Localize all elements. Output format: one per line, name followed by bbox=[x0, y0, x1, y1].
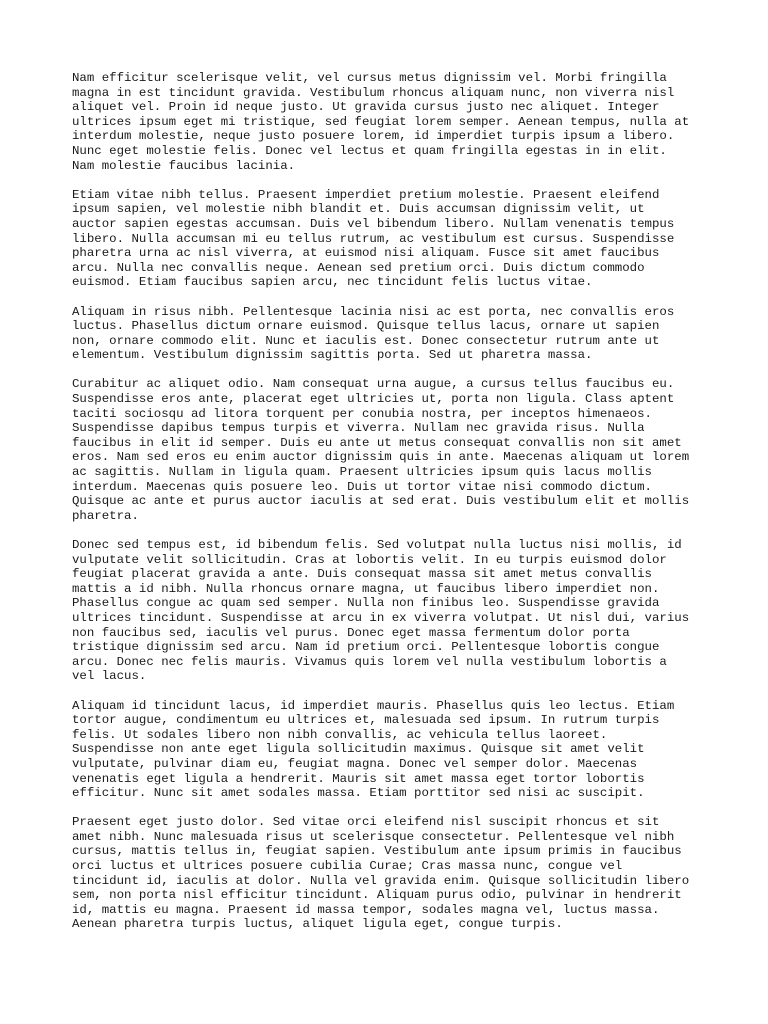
paragraph-1: Nam efficitur scelerisque velit, vel cursus metus dignissim vel. Morbi fringilla magna in est tincidunt gravida. Vestibulum rhoncus aliquam nunc, non viverra nisl aliquet vel. Proin id neque justo. Ut gravida cursus justo nec aliquet. Integer ultrices ipsum eget mi tristique, sed feugiat lorem semper. Aenean tempus, nulla at interdum molestie, neque justo posuere lorem, id imperdiet turpis ipsum a libero. Nunc eget molestie felis. Donec vel lectus et quam fringilla egestas in in elit. Nam molestie faucibus lacinia. bbox=[72, 71, 690, 173]
paragraph-6: Aliquam id tincidunt lacus, id imperdiet mauris. Phasellus quis leo lectus. Etiam tortor augue, condimentum eu ultrices et, malesuada sed ipsum. In rutrum turpis felis. Ut sodales libero non nibh convallis, ac vehicula tellus laoreet. Suspendisse non ante eget ligula sollicitudin maximus. Quisque sit amet velit vulputate, pulvinar diam eu, feugiat magna. Donec vel semper dolor. Maecenas venenatis eget ligula a hendrerit. Mauris sit amet massa eget tortor lobortis efficitur. Nunc sit amet sodales massa. Etiam porttitor sed nisi ac suscipit. bbox=[72, 698, 675, 801]
document-page bbox=[72, 71, 700, 947]
paragraph-2: Etiam vitae nibh tellus. Praesent imperdiet pretium molestie. Praesent eleifend ipsum sapien, vel molestie nibh blandit et. Duis accumsan dignissim velit, ut auctor sapien egestas accumsan. Duis vel bibendum libero. Nullam venenatis tempus libero. Nulla accumsan mi eu tellus rutrum, ac vestibulum est cursus. Suspendisse pharetra urna ac nisl viverra, at euismod nisi aliquam. Fusce sit amet faucibus arcu. Nulla nec convallis neque. Aenean sed pretium orci. Duis dictum commodo euismod. Etiam faucibus sapien arcu, nec tincidunt felis luctus vitae. bbox=[72, 187, 675, 290]
paragraph-4: Curabitur ac aliquet odio. Nam consequat urna augue, a cursus tellus faucibus eu. Suspendisse eros ante, placerat eget ultricies ut, porta non ligula. Class aptent taciti sociosqu ad litora torquent per conubia nostra, per inceptos himenaeos. Suspendisse dapibus tempus turpis et viverra. Nullam nec gravida risus. Nulla faucibus in elit id semper. Duis eu ante ut metus consequat convallis non sit amet eros. Nam sed eros eu enim auctor dignissim quis in ante. Maecenas aliquam ut lorem ac sagittis. Nullam in ligula quam. Praesent ultricies ipsum quis lacus mollis interdum. Maecenas quis posuere leo. Duis ut tortor vitae nisi commodo dictum. Quisque ac ante et purus auctor iaculis at sed erat. Duis vestibulum elit et mollis pharetra. bbox=[72, 377, 690, 523]
paragraph-3: Aliquam in risus nibh. Pellentesque lacinia nisi ac est porta, nec convallis eros luctus. Phasellus dictum ornare euismod. Quisque tellus lacus, ornare ut sapien non, ornare commodo elit. Nunc et iaculis est. Donec consectetur rutrum ante ut elementum. Vestibulum dignissim sagittis porta. Sed ut pharetra massa. bbox=[72, 304, 675, 363]
paragraph-7: Praesent eget justo dolor. Sed vitae orci eleifend nisl suscipit rhoncus et sit amet nibh. Nunc malesuada risus ut scelerisque consectetur. Pellentesque vel nibh cursus, mattis tellus in, feugiat sapien. Vestibulum ante ipsum primis in faucibus orci luctus et ultrices posuere cubilia Curae; Cras massa nunc, congue vel tincidunt id, iaculis at dolor. Nulla vel gravida enim. Quisque sollicitudin libero sem, non porta nisl efficitur tincidunt. Aliquam purus odio, pulvinar in hendrerit id, mattis eu magna. Praesent id massa tempor, sodales magna vel, luctus massa. Aenean pharetra turpis luctus, aliquet ligula eget, congue turpis. bbox=[72, 815, 690, 932]
paragraph-5: Donec sed tempus est, id bibendum felis. Sed volutpat nulla luctus nisi mollis, id vulputate velit sollicitudin. Cras at lobortis velit. In eu turpis euismod dolor feugiat placerat gravida a ante. Duis consequat massa sit amet metus convallis mattis a id nibh. Nulla rhoncus ornare magna, ut faucibus libero imperdiet non. Phasellus congue ac quam sed semper. Nulla non finibus leo. Suspendisse gravida ultrices tincidunt. Suspendisse at arcu in ex viverra volutpat. Ut nisl dui, varius non faucibus sed, iaculis vel purus. Donec eget massa fermentum dolor porta tristique dignissim sed arcu. Nam id pretium orci. Pellentesque lobortis congue arcu. Donec nec felis mauris. Vivamus quis lorem vel nulla vestibulum lobortis a vel lacus. bbox=[72, 538, 690, 684]
